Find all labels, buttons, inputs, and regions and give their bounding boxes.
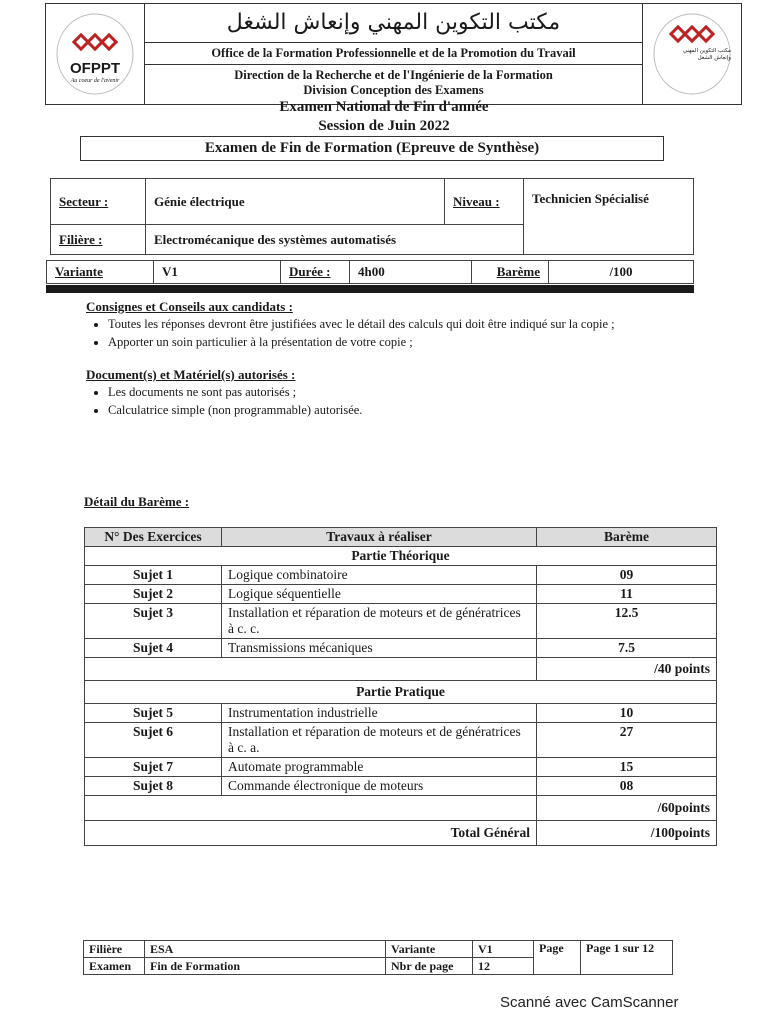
col-header-exercices: N° Des Exercices — [85, 528, 222, 547]
table-row — [85, 585, 717, 604]
secteur-value: Génie électrique — [146, 179, 445, 225]
bareme-value: /100 — [549, 261, 694, 284]
footer-examen-label: Examen — [84, 958, 145, 975]
sujet-cell: Sujet 6 — [85, 723, 222, 758]
points-cell: 27 — [537, 723, 717, 758]
duree-label: Durée : — [281, 261, 350, 284]
sujet-cell: Sujet 5 — [85, 704, 222, 723]
niveau-value: Technicien Spécialisé — [524, 179, 694, 255]
partie-theorique-title: Partie Théorique — [85, 547, 717, 566]
footer-examen-value: Fin de Formation — [145, 958, 386, 975]
sujet-cell: Sujet 7 — [85, 758, 222, 777]
travaux-cell: Instrumentation industrielle — [222, 704, 537, 723]
travaux-cell: Automate programmable — [222, 758, 537, 777]
col-header-travaux: Travaux à réaliser — [222, 528, 537, 547]
footer-nbr-value: 12 — [473, 958, 534, 975]
ofppt-logo-right — [642, 4, 741, 104]
table-row — [85, 758, 717, 777]
travaux-cell: Logique combinatoire — [222, 566, 537, 585]
ofppt-logo-icon — [46, 4, 144, 104]
footer-nbr-label: Nbr de page — [386, 958, 473, 975]
logo-text: OFPPT — [69, 60, 120, 77]
table-row — [85, 704, 717, 723]
footer-filiere-value: ESA — [145, 941, 386, 958]
bareme-table — [84, 527, 717, 846]
sujet-cell: Sujet 3 — [85, 604, 222, 639]
points-cell: 12.5 — [537, 604, 717, 639]
document-item: • Calculatrice simple (non programmable) autorisée. — [108, 403, 362, 418]
travaux-cell: Installation et réparation de moteurs et de génératrices à c. a. — [222, 723, 537, 758]
travaux-cell: Installation et réparation de moteurs et de génératrices à c. c. — [222, 604, 537, 639]
filiere-value: Electromécanique des systèmes automatisés — [146, 225, 524, 255]
table-row — [85, 777, 717, 796]
empty-cell — [85, 658, 537, 681]
table-row — [85, 604, 717, 639]
sujet-cell: Sujet 2 — [85, 585, 222, 604]
detail-bareme-title: Détail du Barème : — [84, 494, 190, 509]
footer-filiere-label: Filière — [84, 941, 145, 958]
travaux-cell: Transmissions mécaniques — [222, 639, 537, 658]
consignes-list — [84, 314, 615, 353]
points-cell: 15 — [537, 758, 717, 777]
sujet-cell: Sujet 8 — [85, 777, 222, 796]
col-header-bareme: Barème — [537, 528, 717, 547]
niveau-label: Niveau : — [445, 179, 524, 225]
document-item: • Les documents ne sont pas autorisés ; — [108, 385, 362, 400]
points-cell: 7.5 — [537, 639, 717, 658]
logo-tagline: Au coeur de l'avenir — [70, 78, 120, 84]
points-cell: 09 — [537, 566, 717, 585]
duree-value: 4h00 — [350, 261, 472, 284]
documents-list — [84, 382, 362, 421]
points-cell: 08 — [537, 777, 717, 796]
filiere-label: Filière : — [51, 225, 146, 255]
travaux-cell: Logique séquentielle — [222, 585, 537, 604]
consignes-title: Consignes et Conseils aux candidats : — [86, 299, 293, 314]
total-general-value: /100points — [537, 821, 717, 846]
variant-row — [46, 260, 694, 284]
table-row — [85, 723, 717, 758]
points-cell: 10 — [537, 704, 717, 723]
travaux-cell: Commande électronique de moteurs — [222, 777, 537, 796]
info-table — [50, 178, 694, 255]
exam-national-title: Examen National de Fin d'année — [279, 99, 489, 115]
table-row — [85, 639, 717, 658]
bareme-label: Barème — [472, 261, 549, 284]
secteur-label: Secteur : — [51, 179, 146, 225]
footer-page-value: Page 1 sur 12 — [581, 941, 673, 975]
consigne-item: • Toutes les réponses devront être justifiées avec le détail des calculs qui doit être indiqué sur la copie ; — [108, 317, 615, 332]
camscanner-watermark: Scanné avec CamScanner — [500, 994, 679, 1011]
logo-right-text: مكتب التكوين المهني وإنعاش الشغل — [682, 48, 731, 61]
total-general-label: Total Général — [85, 821, 537, 846]
arabic-title: مكتب التكوين المهني وإنعاش الشغل — [226, 10, 561, 35]
direction-name: Direction de la Recherche et de l'Ingénierie de la Formation — [234, 68, 553, 82]
exam-session: Session de Juin 2022 — [318, 118, 450, 134]
partie-pratique-title: Partie Pratique — [85, 681, 717, 704]
footer-variante-value: V1 — [473, 941, 534, 958]
documents-title: Document(s) et Matériel(s) autorisés : — [86, 367, 296, 382]
sujet-cell: Sujet 4 — [85, 639, 222, 658]
theorique-total: /40 points — [537, 658, 717, 681]
black-scan-bar — [46, 285, 694, 293]
office-name: Office de la Formation Professionnelle et de la Promotion du Travail — [211, 46, 576, 60]
footer-variante-label: Variante — [386, 941, 473, 958]
document-header — [45, 3, 742, 105]
table-row — [85, 566, 717, 585]
points-cell: 11 — [537, 585, 717, 604]
header-center — [144, 4, 643, 104]
division-name: Division Conception des Examens — [303, 83, 484, 97]
empty-cell — [85, 796, 537, 821]
variante-label: Variante — [47, 261, 154, 284]
exam-type-box: Examen de Fin de Formation (Epreuve de Synthèse) — [80, 136, 664, 161]
consigne-item: • Apporter un soin particulier à la présentation de votre copie ; — [108, 335, 615, 350]
ofppt-logo — [46, 4, 145, 104]
footer-page-label: Page — [534, 941, 581, 975]
variante-value: V1 — [154, 261, 281, 284]
sujet-cell: Sujet 1 — [85, 566, 222, 585]
footer-table — [83, 940, 673, 975]
pratique-total: /60points — [537, 796, 717, 821]
